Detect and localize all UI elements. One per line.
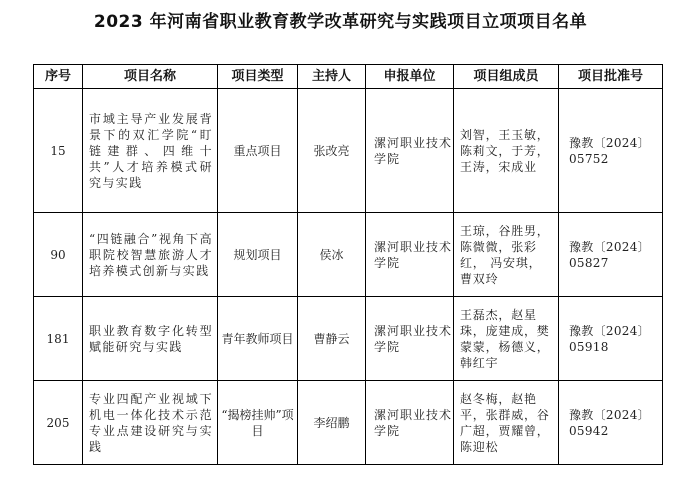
- cell-project-name: 专业四配产业视域下机电一体化技术示范专业点建设研究与实践: [83, 381, 218, 465]
- header-unit: 申报单位: [366, 65, 454, 89]
- cell-host: 曹静云: [298, 297, 366, 381]
- cell-members: 王琼，谷胜男，陈微微，张彩红， 冯安琪，曹双玲: [454, 213, 559, 297]
- cell-approval: 豫教〔2024〕05918: [559, 297, 663, 381]
- cell-unit: 漯河职业技术学院: [366, 89, 454, 213]
- cell-no: 15: [34, 89, 83, 213]
- cell-approval: 豫教〔2024〕05942: [559, 381, 663, 465]
- header-members: 项目组成员: [454, 65, 559, 89]
- cell-approval: 豫教〔2024〕05752: [559, 89, 663, 213]
- table-row: [34, 213, 663, 297]
- cell-project-name: 职业教育数字化转型赋能研究与实践: [83, 297, 218, 381]
- table-row: [34, 89, 663, 213]
- header-type: 项目类型: [218, 65, 298, 89]
- cell-project-name: “四链融合”视角下高职院校智慧旅游人才培养模式创新与实践: [83, 213, 218, 297]
- cell-unit: 漯河职业技术学院: [366, 381, 454, 465]
- header-host: 主持人: [298, 65, 366, 89]
- cell-members: 王磊杰，赵星珠，庞建成，樊蒙蒙，杨德义，韩红宇: [454, 297, 559, 381]
- cell-no: 181: [34, 297, 83, 381]
- table-row: [34, 297, 663, 381]
- cell-host: 侯冰: [298, 213, 366, 297]
- cell-members: 刘智，王玉敏，陈莉文，于芳，王涛，宋成业: [454, 89, 559, 213]
- cell-project-type: 规划项目: [218, 213, 298, 297]
- table-header-row: [34, 65, 663, 89]
- header-name: 项目名称: [83, 65, 218, 89]
- cell-project-type: 重点项目: [218, 89, 298, 213]
- cell-project-type: 青年教师项目: [218, 297, 298, 381]
- cell-host: 李绍鹏: [298, 381, 366, 465]
- header-approval: 项目批准号: [559, 65, 663, 89]
- header-no: 序号: [34, 65, 83, 89]
- project-table: [33, 64, 663, 465]
- document-title: 2023 年河南省职业教育教学改革研究与实践项目立项项目名单: [93, 12, 588, 32]
- cell-unit: 漯河职业技术学院: [366, 213, 454, 297]
- cell-no: 205: [34, 381, 83, 465]
- table-row: [34, 381, 663, 465]
- cell-host: 张改亮: [298, 89, 366, 213]
- cell-members: 赵冬梅，赵艳平，张群威，谷广超，贾耀曾，陈迎松: [454, 381, 559, 465]
- cell-project-type: “揭榜挂帅”项目: [218, 381, 298, 465]
- cell-approval: 豫教〔2024〕05827: [559, 213, 663, 297]
- cell-unit: 漯河职业技术学院: [366, 297, 454, 381]
- cell-project-name: 市域主导产业发展背景下的双汇学院“盯链建群、四维十共”人才培养模式研究与实践: [83, 89, 218, 213]
- cell-no: 90: [34, 213, 83, 297]
